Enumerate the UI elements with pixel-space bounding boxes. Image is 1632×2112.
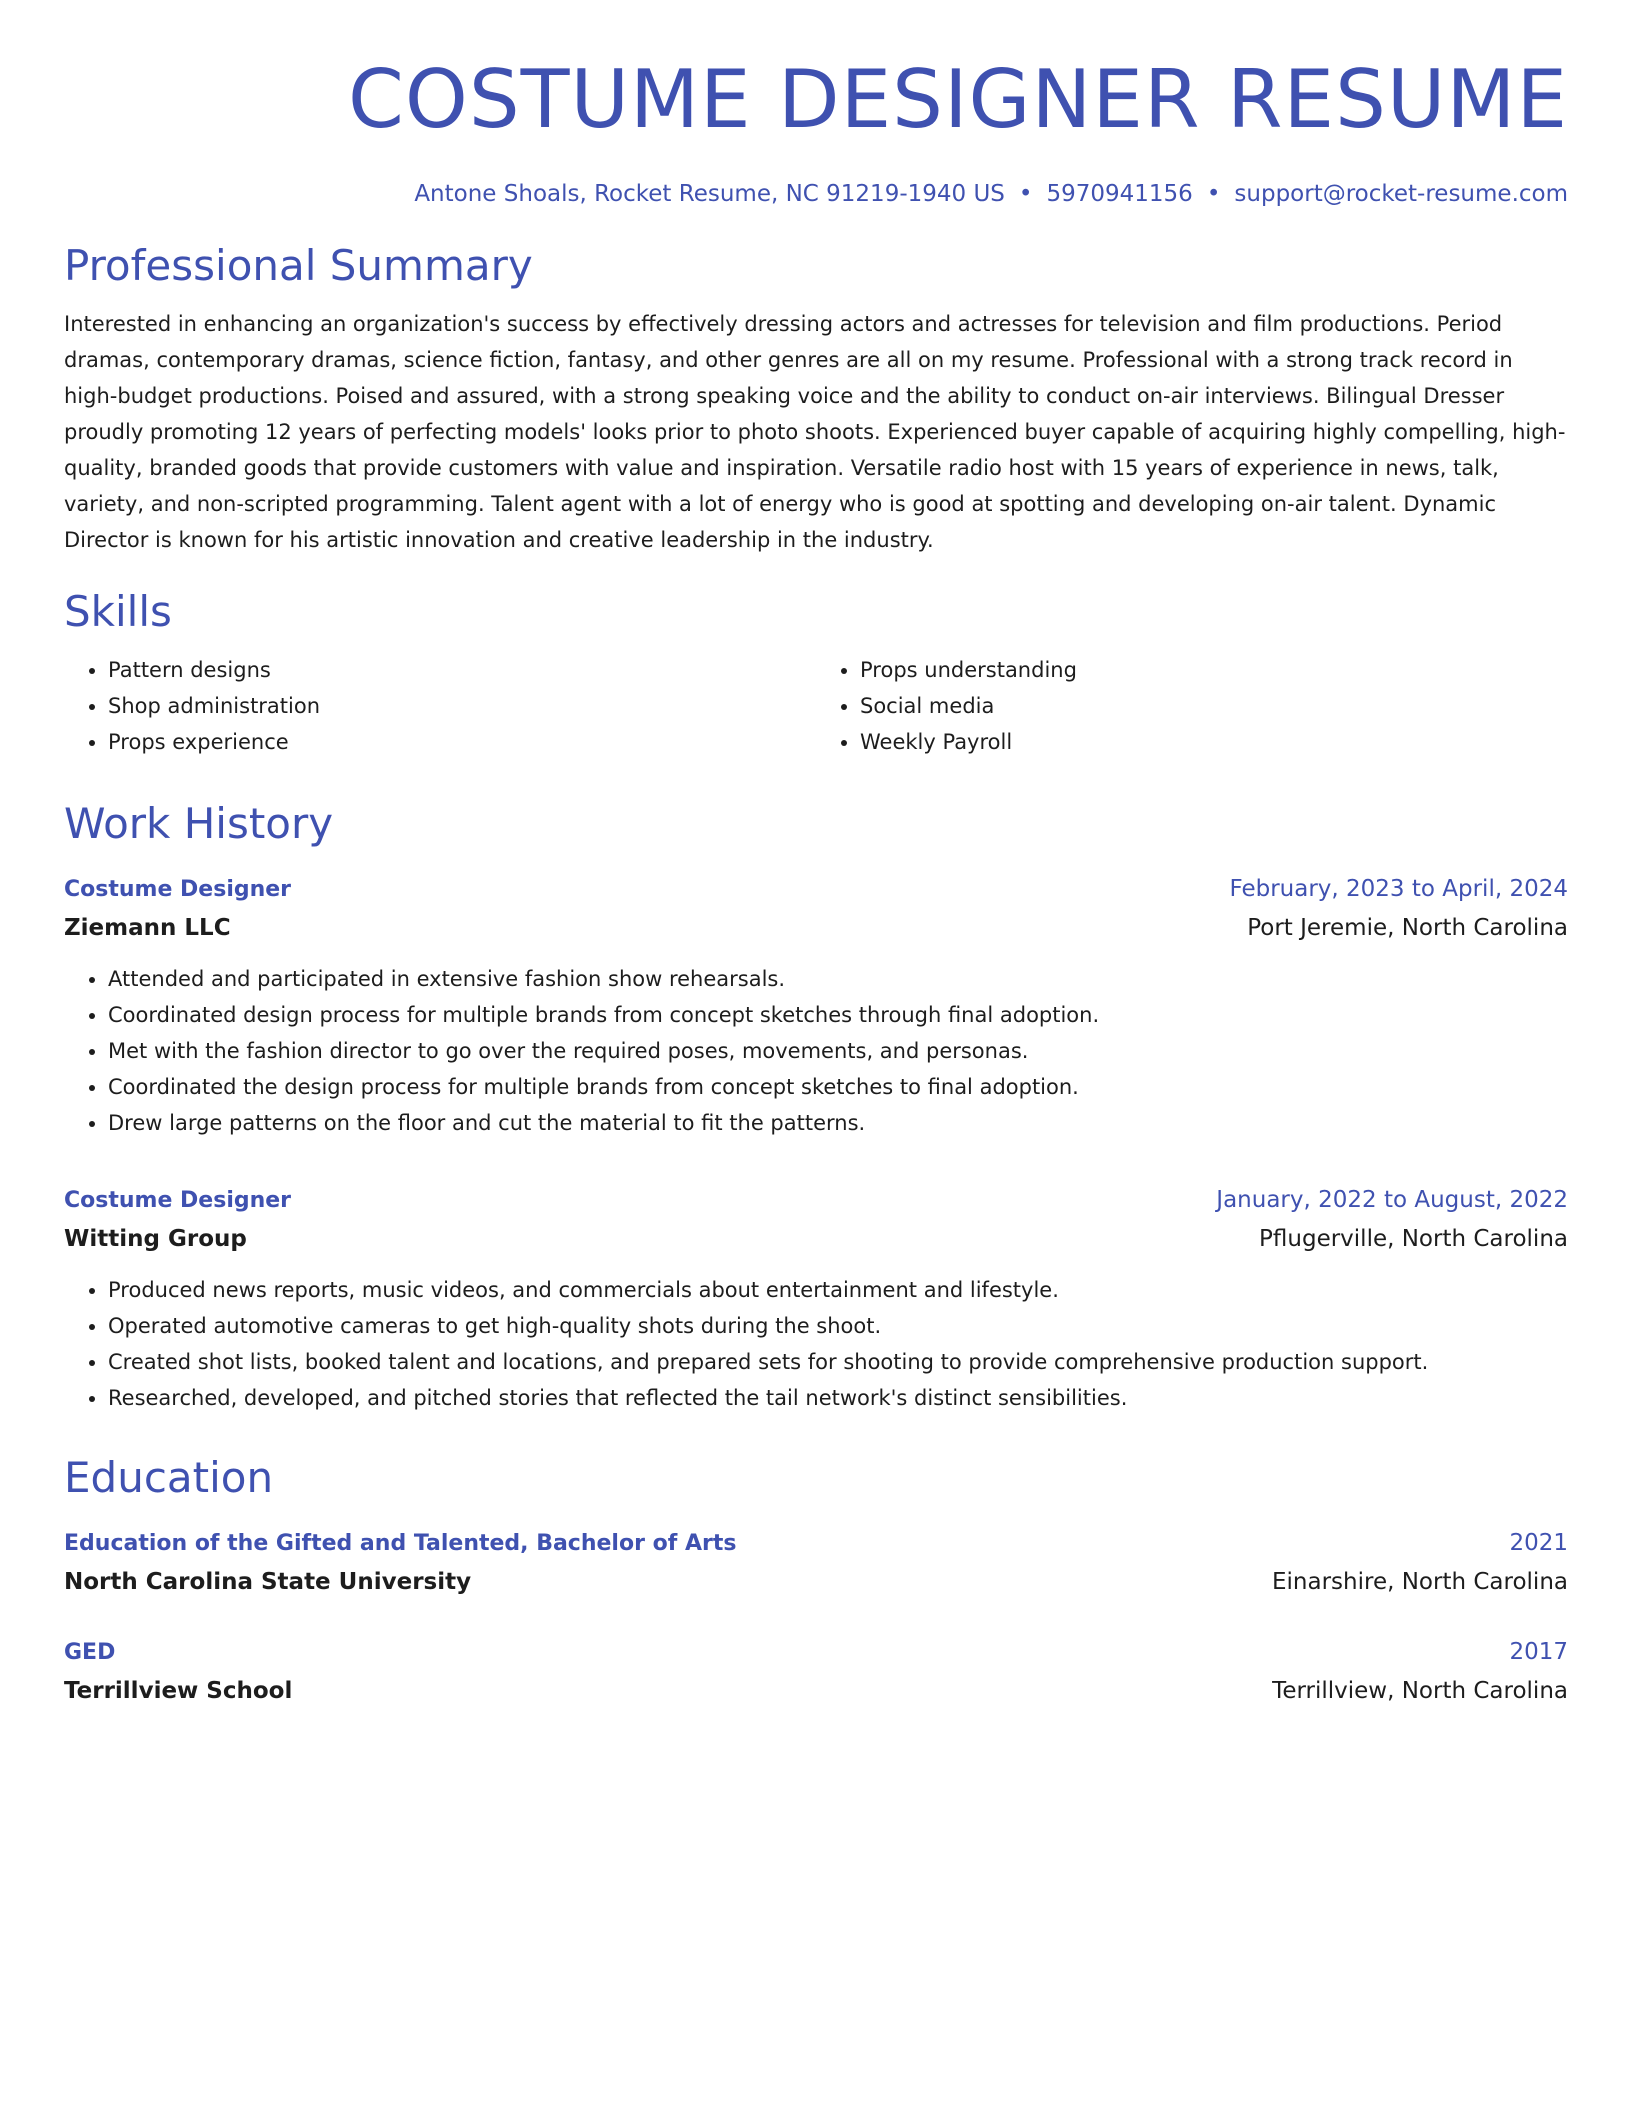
job-duty: • Created shot lists, booked talent and locations, and prepared sets for shooting to provide comprehensive production support.	[108, 1344, 1568, 1380]
education-header-row	[64, 1633, 1568, 1672]
job-location: Port Jeremie, North Carolina	[1247, 915, 1568, 941]
skill-item: • Props understanding	[860, 652, 1568, 688]
work-history-heading: Work History	[64, 799, 334, 848]
education-year: 2021	[1509, 1530, 1568, 1556]
summary-text: Interested in enhancing an organization's success by effectively dressing actors and actresses for television and film productions. Period dramas, contemporary dramas, science fiction, fantasy, and other genres are all on my resume. Professional with a strong track record in high-budget productions. Poised and assured, with a strong speaking voice and the ability to conduct on-air interviews. Bilingual Dresser proudly promoting 12 years of perfecting models' looks prior to photo shoots. Experienced buyer capable of acquiring highly compelling, high-quality, branded goods that provide customers with value and inspiration. Versatile radio host with 15 years of experience in news, talk, variety, and non-scripted programming. Talent agent with a lot of energy who is good at spotting and developing on-air talent. Dynamic Director is known for his artistic innovation and creative leadership in the industry.	[64, 312, 1566, 552]
job-duty: • Operated automotive cameras to get high-quality shots during the shoot.	[108, 1308, 1568, 1344]
job-location: Pflugerville, North Carolina	[1259, 1226, 1568, 1252]
job-entry	[64, 1181, 1568, 1416]
resume-header	[64, 52, 1568, 210]
skill-item: • Shop administration	[108, 688, 816, 724]
job-company-row	[64, 909, 1568, 947]
job-dates: January, 2022 to August, 2022	[1216, 1187, 1568, 1213]
contact-separator: •	[1206, 181, 1221, 207]
job-duty: • Met with the fashion director to go over the required poses, movements, and personas.	[108, 1033, 1568, 1069]
skill-item: • Weekly Payroll	[860, 724, 1568, 760]
contact-separator: •	[1018, 181, 1033, 207]
job-company: Witting Group	[64, 1226, 247, 1252]
job-company-row	[64, 1220, 1568, 1258]
job-title: Costume Designer	[64, 877, 292, 902]
summary-heading: Professional Summary	[64, 241, 533, 290]
job-company: Ziemann LLC	[64, 915, 231, 941]
education-degree: GED	[64, 1640, 116, 1665]
job-duty: • Drew large patterns on the floor and cut the material to fit the patterns.	[108, 1105, 1568, 1141]
education-year: 2017	[1509, 1639, 1568, 1665]
education-entry	[64, 1524, 1568, 1601]
education-location: Terrillview, North Carolina	[1272, 1678, 1568, 1704]
education-degree: Education of the Gifted and Talented, Bachelor of Arts	[64, 1531, 737, 1556]
contact-address: Antone Shoals, Rocket Resume, NC 91219-1940 US	[414, 181, 1005, 207]
job-title: Costume Designer	[64, 1188, 292, 1213]
job-header-row	[64, 870, 1568, 909]
job-duty: • Coordinated design process for multiple brands from concept sketches through final adoption.	[108, 997, 1568, 1033]
skills-column-right	[816, 652, 1568, 760]
education-school-row	[64, 1563, 1568, 1601]
skill-item: • Props experience	[108, 724, 816, 760]
education-entry	[64, 1633, 1568, 1710]
contact-line	[64, 178, 1568, 210]
education-school-row	[64, 1672, 1568, 1710]
job-duties	[64, 1272, 1568, 1416]
skills-list	[64, 652, 1568, 760]
education-header-row	[64, 1524, 1568, 1563]
job-dates: February, 2023 to April, 2024	[1229, 876, 1568, 902]
education-school: Terrillview School	[64, 1678, 293, 1704]
job-duty: • Researched, developed, and pitched stories that reflected the tail network's distinct sensibilities.	[108, 1380, 1568, 1416]
job-duty: • Coordinated the design process for multiple brands from concept sketches to final adoption.	[108, 1069, 1568, 1105]
contact-email: support@rocket-resume.com	[1234, 181, 1568, 207]
job-header-row	[64, 1181, 1568, 1220]
skills-heading: Skills	[64, 587, 172, 636]
education-heading: Education	[64, 1453, 274, 1502]
education-location: Einarshire, North Carolina	[1272, 1569, 1568, 1595]
skill-item: • Pattern designs	[108, 652, 816, 688]
job-duties	[64, 961, 1568, 1141]
job-duty: • Produced news reports, music videos, and commercials about entertainment and lifestyle.	[108, 1272, 1568, 1308]
contact-phone: 5970941156	[1046, 181, 1193, 207]
resume-title: COSTUME DESIGNER RESUME	[348, 53, 1568, 146]
skill-item: • Social media	[860, 688, 1568, 724]
education-school: North Carolina State University	[64, 1569, 472, 1595]
job-duty: • Attended and participated in extensive fashion show rehearsals.	[108, 961, 1568, 997]
job-entry	[64, 870, 1568, 1141]
skills-column-left	[64, 652, 816, 760]
